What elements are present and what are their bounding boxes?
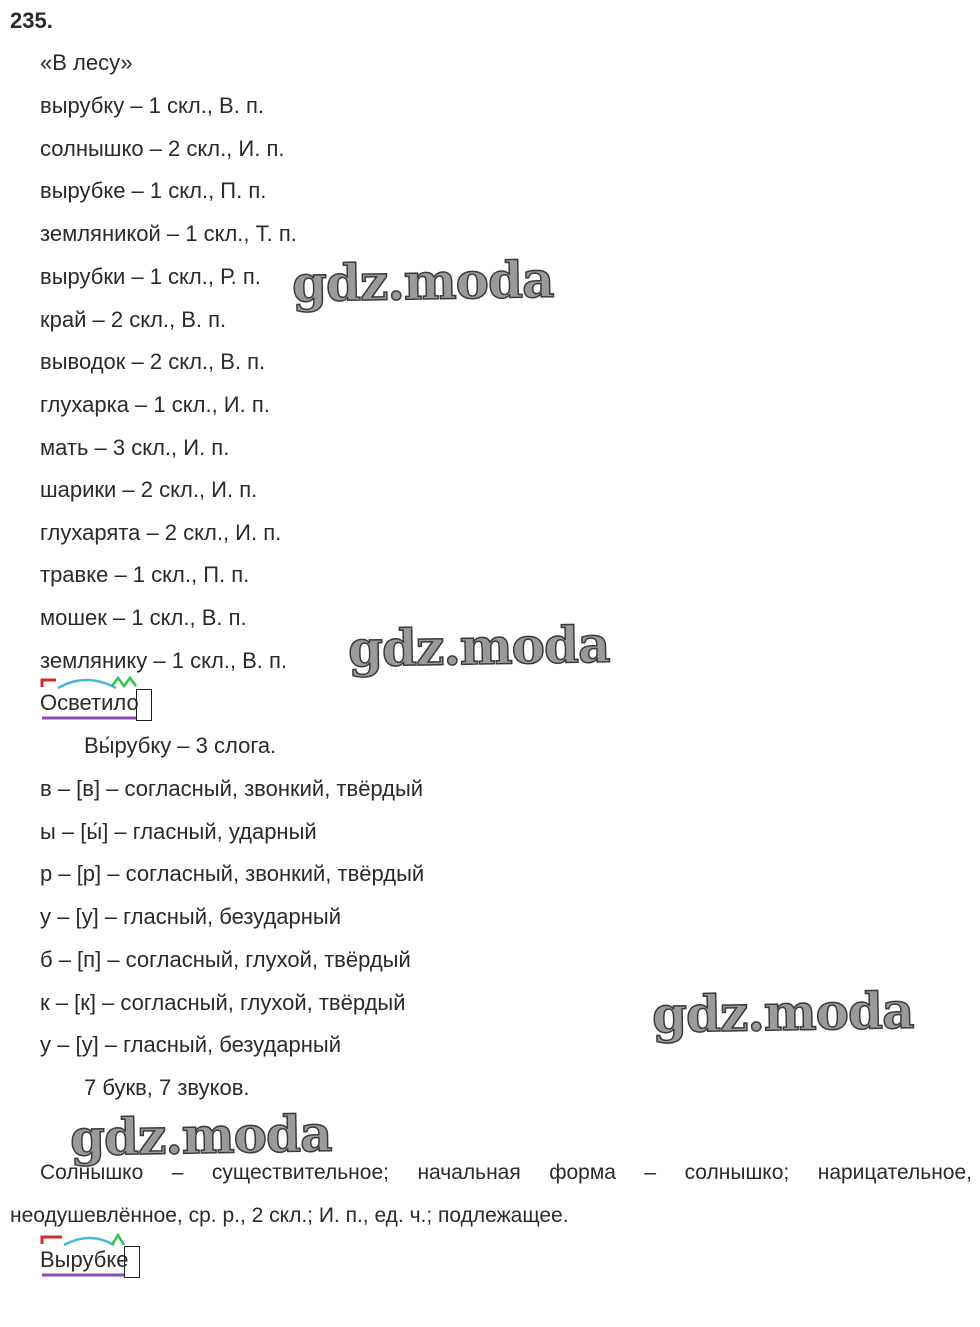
declension-line: солнышко – 2 скл., И. п. (40, 136, 285, 161)
phonetic-line: у – [у] – гласный, безударный (40, 1032, 342, 1057)
declension-line: землянику – 1 скл., В. п. (40, 648, 288, 673)
phonetic-line: р – [р] – согласный, звонкий, твёрдый (40, 861, 425, 886)
declension-line: мать – 3 скл., И. п. (40, 435, 230, 460)
morpheme-word: Вырубке (40, 1247, 129, 1272)
declension-line: травке – 1 скл., П. п. (40, 562, 250, 587)
syllables-line: Вы́рубку – 3 слога. (84, 733, 277, 758)
declension-line: вырубке – 1 скл., П. п. (40, 178, 267, 203)
root-mark (64, 1238, 114, 1245)
watermark: gdz.moda (347, 614, 610, 679)
phonetic-line: у – [у] – гласный, безударный (40, 904, 342, 929)
phonetic-line: к – [к] – согласный, глухой, твёрдый (40, 990, 406, 1015)
ending-box (124, 1246, 140, 1278)
declension-line: вырубку – 1 скл., В. п. (40, 93, 264, 118)
root-mark (58, 680, 116, 688)
declension-line: шарики – 2 скл., И. п. (40, 477, 258, 502)
phonetic-line: ы – [ы́] – гласный, ударный (40, 819, 317, 844)
declension-line: земляникой – 1 скл., Т. п. (40, 221, 297, 246)
text-title: «В лесу» (40, 50, 133, 75)
parse-line-2: неодушевлённое, ср. р., 2 скл.; И. п., ед. ч.; подлежащее. (10, 1204, 569, 1227)
watermark: gdz.moda (69, 1103, 332, 1168)
prefix-mark (42, 1237, 62, 1244)
watermark: gdz.moda (291, 249, 554, 314)
prefix-mark (42, 680, 56, 687)
morpheme-parse-osvetilo (40, 690, 139, 716)
suffix-mark (112, 678, 136, 686)
watermark: gdz.moda (651, 980, 914, 1045)
declension-line: глухарка – 1 скл., И. п. (40, 392, 270, 417)
declension-line: край – 2 скл., В. п. (40, 307, 227, 332)
morpheme-word: Осветило (40, 690, 139, 715)
phonetic-line: б – [п] – согласный, глухой, твёрдый (40, 947, 411, 972)
declension-line: мошек – 1 скл., В. п. (40, 605, 247, 630)
morpheme-parse-vyrubke (40, 1247, 128, 1273)
ending-box (136, 689, 152, 721)
suffix-mark (112, 1235, 124, 1245)
phonetic-line: в – [в] – согласный, звонкий, твёрдый (40, 776, 424, 801)
declension-line: вырубки – 1 скл., Р. п. (40, 264, 261, 289)
declension-line: глухарята – 2 скл., И. п. (40, 520, 282, 545)
parse-line-1: Солнышко – существительное; начальная форма – солнышко; нарицательное, (40, 1161, 972, 1184)
declension-line: выводок – 2 скл., В. п. (40, 349, 266, 374)
exercise-number: 235. (10, 8, 53, 33)
letters-sounds-count: 7 букв, 7 звуков. (84, 1075, 250, 1100)
